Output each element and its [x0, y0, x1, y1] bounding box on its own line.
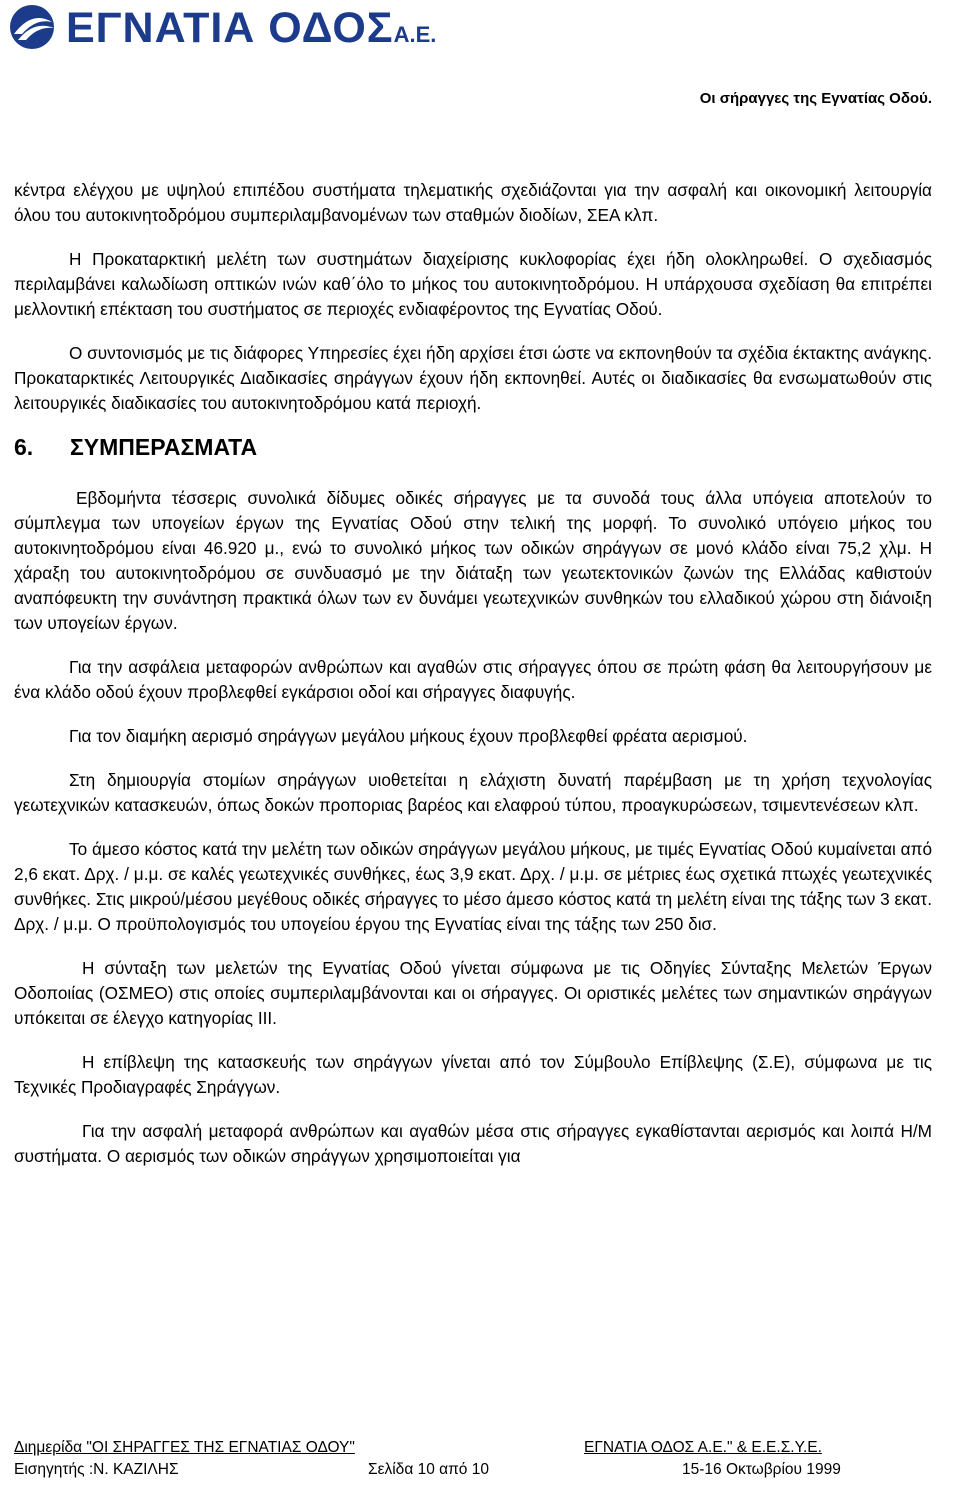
- logo-text: ΕΓΝΑΤΙΑ ΟΔΟΣ: [66, 4, 394, 52]
- running-title: Οι σήραγγες της Εγνατίας Οδού.: [699, 90, 932, 107]
- logo-wordmark: [66, 4, 436, 53]
- section-title: ΣΥΜΠΕΡΑΣΜΑΤΑ: [70, 434, 258, 460]
- paragraph: Στη δημιουργία στομίων σηράγγων υιοθετείται η ελάχιστη δυνατή παρέμβαση με τη χρήση τεχνολογίας γεωτεχνικών κατασκευών, όπως δοκών προποριας βαρέος και ελαφρού τύπου, προαγκυρώσεων, τσιμεντενέσεων κλπ.: [14, 770, 932, 815]
- paragraph: Το άμεσο κόστος κατά την μελέτη των οδικών σηράγγων μεγάλου μήκους, με τιμές Εγνατίας Οδού κυμαίνεται από 2,6 εκατ. Δρχ. / μ.μ. σε καλές γεωτεχνικές συνθήκες, έως 3,9 εκατ. Δρχ. / μ.μ. σε μέτριες έως σχετικά πτωχές γεωτεχνικές συνθήκες. Στις μικρού/μέσου μεγέθους οδικές σήραγγες το μέσο άμεσο κόστος κατά τη μελέτη είναι της τάξης των 3 εκατ. Δρχ. / μ.μ. Ο προϋπολογισμός του υπογείου έργου της Εγνατίας είναι της τάξης των 250 δισ.: [14, 839, 932, 934]
- section-number: 6.: [14, 434, 34, 460]
- footer-speaker: Εισηγητής :Ν. ΚΑΖΙΛΗΣ: [14, 1461, 179, 1478]
- paragraph: Για την ασφάλεια μεταφορών ανθρώπων και αγαθών στις σήραγγες όπου σε πρώτη φάση θα λειτουργήσουν με ένα κλάδο οδού έχουν προβλεφθεί εγκάρσιοι οδοί και σήραγγες διαφυγής.: [14, 657, 932, 702]
- paragraph: Η σύνταξη των μελετών της Εγνατίας Οδού γίνεται σύμφωνα με τις Οδηγίες Σύνταξης Μελετών Έργων Οδοποιίας (ΟΣΜΕΟ) στις οποίες συμπεριλαμβάνονται και οι σήραγγες. Οι οριστικές μελέτες των σημαντικών σηράγγων υπόκειται σε έλεγχο κατηγορίας ΙΙΙ.: [14, 958, 932, 1028]
- paragraph: Εβδομήντα τέσσερις συνολικά δίδυμες οδικές σήραγγες με τα συνοδά τους άλλα υπόγεια αποτελούν το σύμπλεγμα των υπογείων έργων της Εγνατίας Οδού στην τελική της μορφή. Το συνολικό υπόγειο μήκος του αυτοκινητοδρόμου είναι 46.920 μ., ενώ το συνολικό μήκος των οδικών σηράγγων σε μονό κλάδο είναι 75,2 χλμ. Η χάραξη του αυτοκινητοδρόμου σε συνδυασμό με την διάταξη των γεωτεκτονικών ζωνών της Ελλάδας καθιστούν αναπόφευκτη την συνάντηση πρακτικά όλων των εν δυνάμει γεωτεχνικών συνθηκών του ελλαδικού χώρου στη διάνοιξη των υπογείων έργων.: [14, 488, 932, 633]
- paragraph: κέντρα ελέγχου με υψηλού επιπέδου συστήματα τηλεματικής σχεδιάζονται για την ασφαλή και οικονομική λειτουργία όλου του αυτοκινητοδρόμου συμπεριλαμβανομένων των σταθμών διοδίων, ΣΕΑ κλπ.: [14, 180, 932, 225]
- footer-page-number: Σελίδα 10 από 10: [368, 1461, 489, 1478]
- logo-suffix: Α.Ε.: [393, 22, 437, 47]
- paragraph: Ο συντονισμός με τις διάφορες Υπηρεσίες έχει ήδη αρχίσει έτσι ώστε να εκπονηθούν τα σχέδια έκτακτης ανάγκης. Προκαταρκτικές Λειτουργικές Διαδικασίες σηράγγων έχουν ήδη εκπονηθεί. Αυτές οι διαδικασίες θα ενσωματωθούν στις λειτουργικές διαδικασίες του αυτοκινητοδρόμου κατά περιοχή.: [14, 343, 932, 413]
- paragraph: Για τον διαμήκη αερισμό σηράγγων μεγάλου μήκους έχουν προβλεφθεί φρέατα αερισμού.: [69, 726, 748, 746]
- logo-emblem-icon: [8, 4, 60, 50]
- paragraph: Για την ασφαλή μεταφορά ανθρώπων και αγαθών μέσα στις σήραγγες εγκαθίστανται αερισμός και λοιπά Η/Μ συστήματα. Ο αερισμός των οδικών σηράγγων χρησιμοποιείται για: [14, 1121, 932, 1166]
- footer-date: 15-16 Οκτωβρίου 1999: [682, 1461, 841, 1478]
- footer-event: Διημερίδα "ΟΙ ΣΗΡΑΓΓΕΣ ΤΗΣ ΕΓΝΑΤΙΑΣ ΟΔΟΥ": [14, 1439, 355, 1456]
- paragraph: Η επίβλεψη της κατασκευής των σηράγγων γίνεται από τον Σύμβουλο Επίβλεψης (Σ.Ε), σύμφωνα με τις Τεχνικές Προδιαγραφές Σηράγγων.: [14, 1052, 932, 1097]
- company-logo: [8, 4, 478, 50]
- page-footer: [14, 1437, 932, 1481]
- section-heading: [14, 435, 932, 460]
- document-body: [14, 178, 932, 1188]
- footer-organizers: ΕΓΝΑΤΙΑ ΟΔΟΣ Α.Ε." & Ε.Ε.Σ.Υ.Ε.: [584, 1439, 822, 1456]
- paragraph: Η Προκαταρκτική μελέτη των συστημάτων διαχείρισης κυκλοφορίας έχει ήδη ολοκληρωθεί. Ο σχεδιασμός περιλαμβάνει καλωδίωση οπτικών ινών καθ΄όλο το μήκος του αυτοκινητοδρόμου. Η υπάρχουσα σχεδίαση θα επιτρέπει μελλοντική επέκταση του συστήματος σε περιοχές ενδιαφέροντος της Εγνατίας Οδού.: [14, 249, 932, 319]
